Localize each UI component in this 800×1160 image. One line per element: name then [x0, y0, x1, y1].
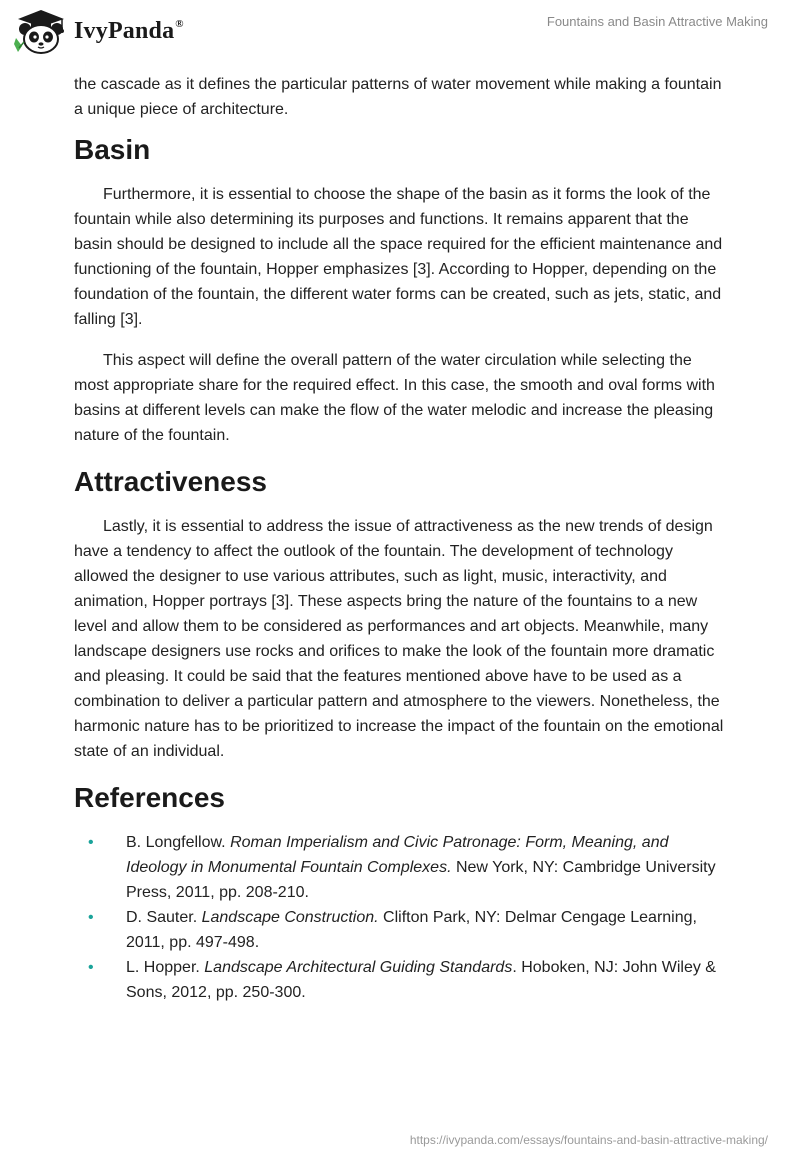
- brand-logo[interactable]: [12, 8, 184, 54]
- heading-basin: Basin: [74, 134, 151, 165]
- reference-author: D. Sauter.: [126, 909, 202, 926]
- reference-author: B. Longfellow.: [126, 834, 231, 851]
- references-list: [74, 830, 726, 1005]
- reference-author: L. Hopper.: [126, 959, 205, 976]
- page-title: Fountains and Basin Attractive Making: [546, 14, 768, 29]
- reference-publication: . Hoboken, NJ: John Wiley & Sons, 2012, pp. 250-300.: [126, 959, 716, 1001]
- reference-title: Landscape Architectural Guiding Standards: [204, 959, 513, 976]
- heading-references: References: [74, 782, 225, 813]
- heading-attractiveness: Attractiveness: [74, 466, 267, 497]
- reference-item: [88, 955, 726, 1005]
- bullet-icon: •: [88, 959, 94, 976]
- essay-body: [74, 72, 726, 1005]
- reference-item: [88, 830, 726, 905]
- basin-paragraph-2: This aspect will define the overall pattern of the water circulation while selecting the most appropriate share for the required effect. In this case, the smooth and oval forms with basins at different levels can make the flow of the water melodic and increase the pleasing nature of the fountain.: [74, 352, 715, 444]
- source-url-link[interactable]: https://ivypanda.com/essays/fountains-and-basin-attractive-making/: [409, 1133, 768, 1147]
- attractiveness-paragraph-1: Lastly, it is essential to address the issue of attractiveness as the new trends of design have a tendency to affect the outlook of the fountain. The development of technology allowed the designer to use various attributes, such as light, music, interactivity, and animation, Hopper portrays [3]. These aspects bring the nature of the fountains to a new level and allow them to be considered as performances and art objects. Meanwhile, many landscape designers use rocks and orifices to make the look of the fountain more dramatic and pleasing. It could be said that the features mentioned above have to be used as a combination to deliver a particular pattern and atmosphere to the viewers. Nonetheless, the harmonic nature has to be prioritized to increase the impact of the fountain on the emotional state of an individual.: [74, 518, 724, 760]
- bullet-icon: •: [88, 834, 94, 851]
- reference-title: Roman Imperialism and Civic Patronage: Form, Meaning, and Ideology in Monumental Fountain Complexes.: [126, 834, 669, 876]
- basin-paragraph-1: Furthermore, it is essential to choose the shape of the basin as it forms the look of the fountain while also determining its purposes and functions. It remains apparent that the basin should be designed to include all the space required for the efficient maintenance and functioning of the fountain, Hopper emphasizes [3]. According to Hopper, depending on the foundation of the fountain, the different water forms can be created, such as jets, static, and falling [3].: [74, 186, 723, 328]
- reference-publication: New York, NY: Cambridge University Press, 2011, pp. 208-210.: [126, 859, 716, 901]
- reference-title: Landscape Construction.: [201, 909, 379, 926]
- intro-paragraph: the cascade as it defines the particular patterns of water movement while making a fountain a unique piece of architecture.: [74, 76, 722, 118]
- reference-publication: Clifton Park, NY: Delmar Cengage Learning, 2011, pp. 497-498.: [126, 909, 697, 951]
- registered-mark: ®: [175, 17, 184, 30]
- reference-item: [88, 905, 726, 955]
- brand-name: IvyPanda®: [74, 17, 184, 44]
- panda-mascot-icon: [12, 8, 70, 54]
- bullet-icon: •: [88, 909, 94, 926]
- page-header: [0, 0, 800, 64]
